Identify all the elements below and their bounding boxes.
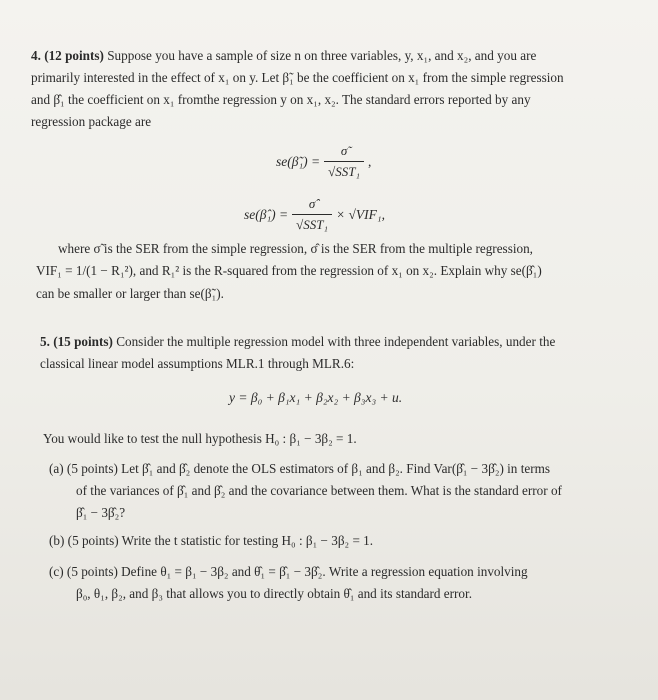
q5-line1-text: Consider the multiple regression model with three independent variables, under the (116, 334, 556, 349)
q5a-label: (a) (5 points) (49, 461, 118, 476)
q5-line-1 (40, 331, 640, 353)
q5a-line-3: β̂₁ − 3β̂₂? (76, 505, 126, 520)
q4-line1-text: Suppose you have a sample of size n on three variables, y, x₁, and x₂, and you are (107, 48, 537, 63)
eq2-fraction (292, 196, 332, 233)
q4-line-4: regression package are (31, 114, 152, 129)
eq1-lhs: se(β̃₁) = (276, 153, 321, 169)
q4-where-2: VIF₁ = 1/(1 − R₁²), and R₁² is the R-squared from the regression of x₁ on x₂. Explain why se(β̂₁) (36, 263, 542, 278)
q5c-line1-text: Define θ₁ = β₁ − 3β₂ and θ̂₁ = β̂₁ − 3β̂₂. Write a regression equation involving (121, 564, 528, 579)
q4-line-1 (31, 45, 631, 67)
q5-null-hypothesis: You would like to test the null hypothesis H₀ : β₁ − 3β₂ = 1. (43, 431, 357, 446)
q4-line-3: and β̂₁ the coefficient on x₁ fromthe regression y on x₁, x₂. The standard errors reported by any (31, 92, 531, 107)
eq2-numerator: σ̂ (308, 196, 316, 211)
q5c-label: (c) (5 points) (49, 564, 118, 579)
q5b-line (49, 530, 639, 552)
q5a-line-2: of the variances of β̂₁ and β̂₂ and the covariance between them. What is the standard error of (76, 483, 562, 498)
eq1-fraction (324, 143, 364, 180)
q4-where-1: where σ̃ is the SER from the simple regression, σ̂ is the SER from the multiple regression, (58, 241, 533, 256)
eq1-denominator: √SST₁ (324, 161, 364, 180)
q5-model-equation: y = β₀ + β₁x₁ + β₂x₂ + β₃x₃ + u. (229, 390, 403, 405)
q5-header: 5. (15 points) (40, 334, 113, 349)
q5c-line-1 (49, 561, 639, 583)
q4-where-3: can be smaller or larger than se(β̃₁). (36, 286, 224, 301)
eq2-lhs: se(β̂₁) = (244, 206, 289, 222)
q5a-line-1 (49, 458, 639, 480)
q5b-label: (b) (5 points) (49, 533, 119, 548)
q4-equation-1 (276, 143, 371, 180)
q5-line-2: classical linear model assumptions MLR.1 through MLR.6: (40, 356, 355, 371)
q4-line-2: primarily interested in the effect of x₁ on y. Let β̃₁ be the coefficient on x₁ from the simple regression (31, 70, 564, 85)
q5b-text: Write the t statistic for testing H₀ : β₁ − 3β₂ = 1. (121, 533, 374, 548)
eq1-tail: , (368, 153, 372, 169)
q4-equation-2 (244, 196, 385, 233)
eq1-numerator: σ̃ (340, 143, 348, 158)
q5a-line1-text: Let β̂₁ and β̂₂ denote the OLS estimators of β₁ and β₂. Find Var(β̂₁ − 3β̂₂) in terms (121, 461, 550, 476)
q5c-line-2: β₀, θ₁, β₂, and β₃ that allows you to directly obtain θ̂₁ and its standard error. (76, 586, 472, 601)
q4-header: 4. (12 points) (31, 48, 104, 63)
eq2-tail: × √VIF₁, (336, 206, 385, 222)
eq2-denominator: √SST₁ (292, 214, 332, 233)
